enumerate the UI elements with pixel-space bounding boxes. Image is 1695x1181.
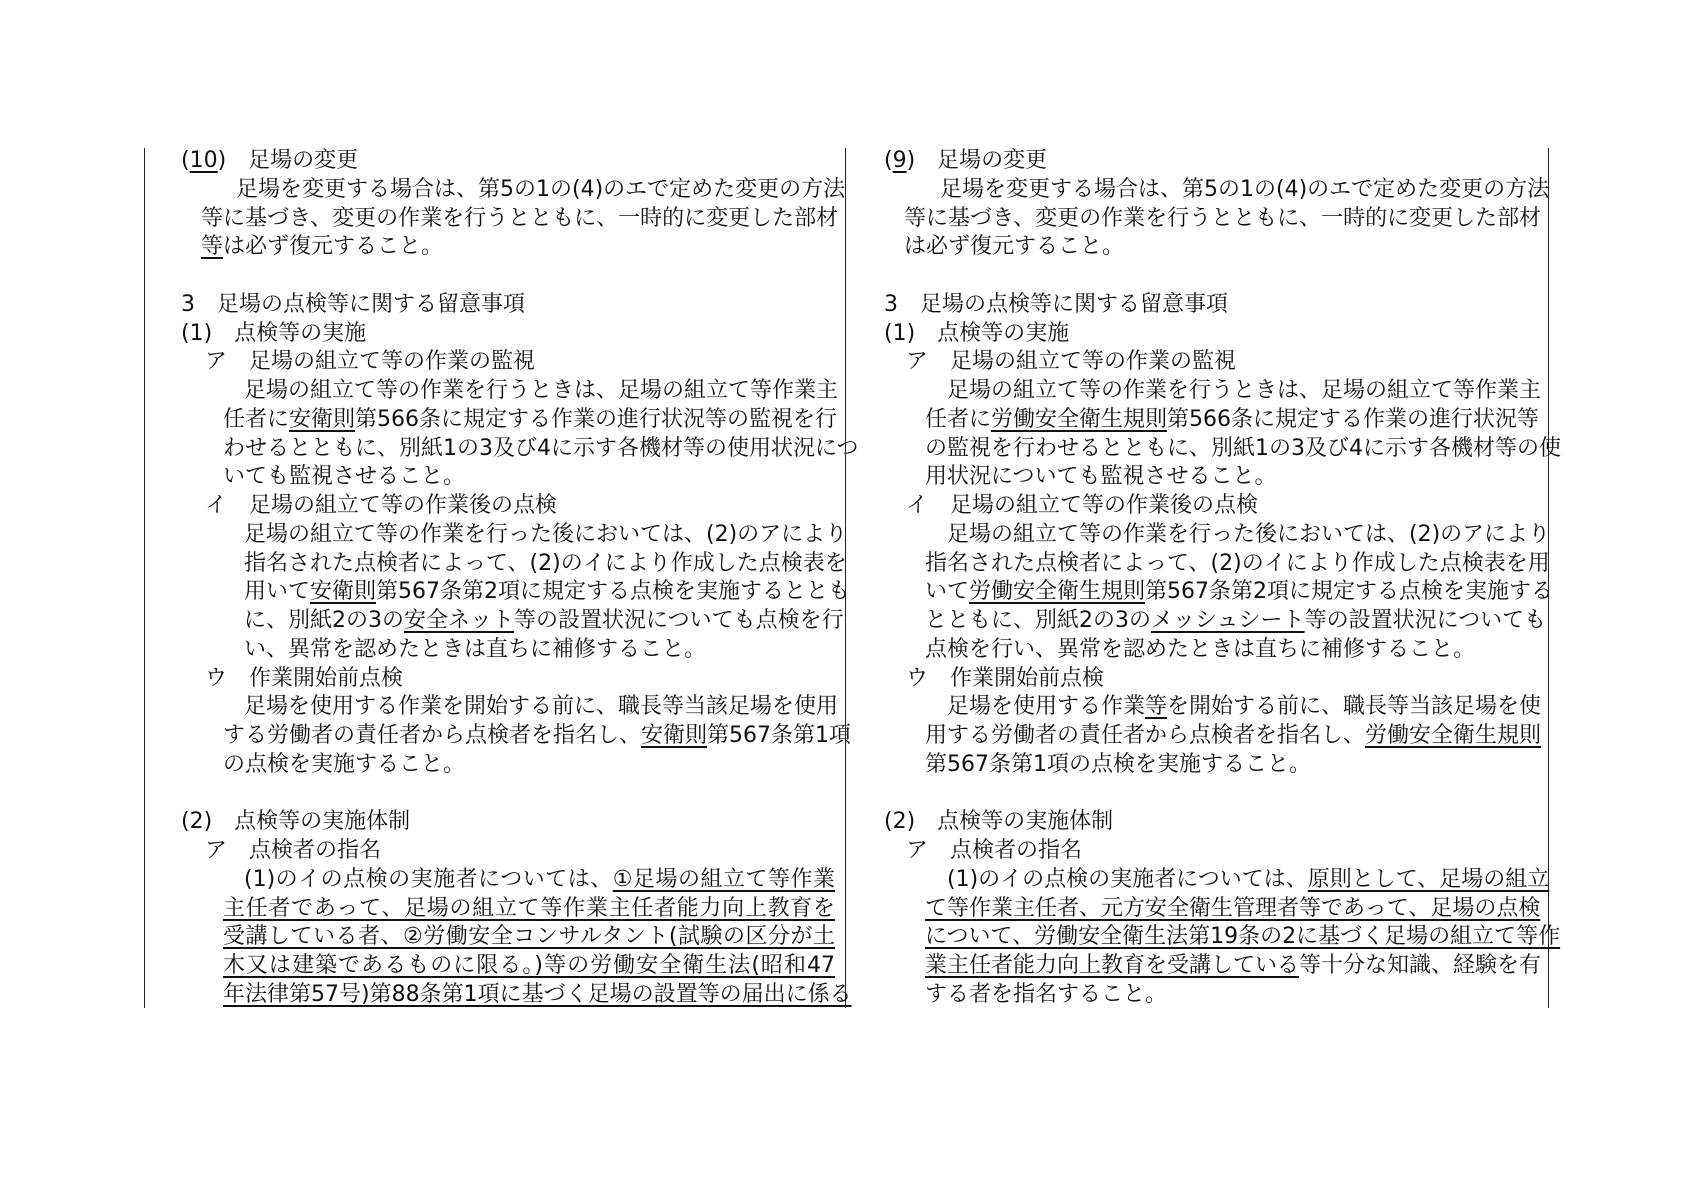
- text-segment: イ 足場の組立て等の作業後の点検: [205, 493, 558, 518]
- text-segment: ) 足場の変更: [906, 148, 1048, 173]
- text-segment: 指名された点検者によって、(2)のイにより作成した点検表を用: [925, 550, 1550, 576]
- text-segment: ア 点検者の指名: [906, 838, 1083, 863]
- text-segment: 足場の組立て等の作業を行った後においては、(2)のアにより: [244, 521, 848, 547]
- text-segment: 足場の組立て等の作業を行った後においては、(2)のアにより: [947, 521, 1551, 547]
- text-line: [906, 491, 1537, 520]
- text-segment: 足場の組立て等の作業を行うときは、足場の組立て等作業主: [947, 378, 1542, 403]
- text-line: [925, 549, 1550, 578]
- underlined-revision: 労働安全衛生規則: [969, 579, 1146, 605]
- text-segment: の監視を行わせるとともに、別紙1の3及び4に示す各機材等の使: [925, 435, 1561, 461]
- text-segment: 等に基づき、変更の作業を行うとともに、一時的に変更した部材: [904, 205, 1542, 231]
- text-line: [940, 175, 1550, 204]
- text-segment: ア 足場の組立て等の作業の監視: [906, 349, 1237, 375]
- text-segment: (: [884, 148, 893, 173]
- text-segment: に、別紙2の3の: [244, 608, 404, 633]
- underlined-revision: 10: [189, 148, 218, 173]
- text-segment: (1) 点検等の実施: [884, 320, 1070, 346]
- underlined-revision: 安衛則: [289, 406, 356, 432]
- text-line: [884, 290, 1537, 319]
- text-line: [925, 894, 1541, 923]
- text-segment: 任者に: [925, 406, 992, 432]
- text-line: [925, 922, 1561, 951]
- text-segment: 用状況についても監視させること。: [925, 464, 1277, 490]
- text-segment: 第567条第2項に規定する点検を実施する: [1145, 579, 1554, 605]
- text-segment: いても監視させること。: [223, 464, 466, 490]
- underlined-revision: について、労働安全衛生法第19条の2に基づく足場の組立て等作: [925, 924, 1561, 950]
- text-segment: ア 点検者の指名: [205, 838, 382, 863]
- text-segment: ア 足場の組立て等の作業の監視: [205, 349, 536, 375]
- text-line: [947, 376, 1542, 405]
- underlined-revision: ①足場の組立て等作業: [612, 866, 835, 892]
- underlined-revision: 9: [892, 148, 907, 173]
- text-segment: 任者に: [223, 406, 290, 432]
- text-segment: 等に基づき、変更の作業を行うとともに、一時的に変更した部材: [201, 205, 839, 231]
- text-segment: 足場を使用する作業を開始する前に、職長等当該足場を使用: [244, 694, 839, 720]
- text-segment: 足場を使用する作業: [947, 694, 1146, 720]
- text-segment: (2) 点検等の実施体制: [181, 809, 411, 835]
- text-segment: (: [181, 148, 190, 173]
- text-segment: 足場を変更する場合は、第5の1の(4)のエで定めた変更の方法: [940, 176, 1550, 202]
- text-segment: 第566条に規定する作業の進行状況等: [1167, 406, 1540, 432]
- text-segment: は必ず復元すること。: [223, 234, 444, 260]
- text-segment: 用いて: [244, 579, 311, 605]
- text-segment: いて: [925, 579, 970, 605]
- text-line: [906, 836, 1537, 865]
- underlined-revision: て等作業主任者、元方安全衛生管理者等であって、足場の点検: [925, 895, 1541, 921]
- text-line: [925, 750, 1537, 779]
- text-segment: わせるとともに、別紙1の3及び4に示す各機材等の使用状況につ: [223, 435, 859, 461]
- text-segment: 第567条第1項の点検を実施すること。: [925, 751, 1311, 777]
- text-segment: は必ず復元すること。: [904, 234, 1125, 260]
- text-segment: 等の設置状況についても: [1304, 608, 1547, 633]
- text-line: [925, 721, 1542, 750]
- text-segment: の点検を実施すること。: [223, 751, 466, 777]
- text-line: [947, 865, 1550, 894]
- text-line: [925, 577, 1554, 606]
- underlined-revision: 年法律第57号)第88条第1項に基づく足場の設置等の届出に係る: [223, 981, 852, 1007]
- underlined-revision: 主任者であって、足場の組立て等作業主任者能力向上教育を: [223, 895, 835, 921]
- text-segment: イ 足場の組立て等の作業後の点検: [906, 493, 1259, 518]
- text-line: [906, 347, 1537, 376]
- underlined-revision: 労働安全衛生規則: [991, 406, 1168, 432]
- text-line: [925, 951, 1542, 980]
- text-segment: 点検を行い、異常を認めたときは直ちに補修すること。: [925, 636, 1476, 662]
- text-segment: 第567条第1項: [707, 723, 852, 748]
- text-segment: する労働者の責任者から点検者を指名し、: [223, 723, 642, 748]
- text-line: [904, 232, 1537, 261]
- text-segment: 3 足場の点検等に関する留意事項: [181, 291, 525, 317]
- underlined-revision: 安全ネット: [404, 608, 515, 633]
- text-segment: 指名された点検者によって、(2)のイにより作成した点検表を: [244, 550, 847, 576]
- underlined-revision: 安衛則: [641, 723, 708, 748]
- text-segment: 第566条に規定する作業の進行状況等の監視を行: [355, 406, 838, 432]
- underlined-revision: 受講している者、②労働安全コンサルタント(試験の区分が土: [223, 924, 835, 950]
- text-segment: ウ 作業開始前点検: [906, 665, 1105, 691]
- text-segment: 足場の組立て等の作業を行うときは、足場の組立て等作業主: [244, 378, 839, 403]
- text-line: [947, 520, 1551, 549]
- text-line: [884, 146, 1537, 175]
- text-line: [884, 807, 1537, 836]
- text-segment: 等十分な知識、経験を有: [1299, 953, 1542, 978]
- text-segment: (2) 点検等の実施体制: [884, 809, 1114, 835]
- text-segment: (1) 点検等の実施: [181, 320, 367, 346]
- text-segment: ウ 作業開始前点検: [205, 665, 404, 691]
- text-segment: ) 足場の変更: [217, 148, 359, 173]
- text-line: [947, 692, 1542, 721]
- underlined-revision: 原則として、足場の組立: [1307, 866, 1550, 892]
- text-line: [904, 204, 1542, 233]
- text-segment: する者を指名すること。: [925, 981, 1168, 1007]
- underlined-revision: メッシュシート: [1151, 608, 1305, 633]
- underlined-revision: 等: [1145, 694, 1168, 720]
- underlined-revision: 業主任者能力向上教育を受講している: [925, 953, 1300, 978]
- text-segment: い、異常を認めたときは直ちに補修すること。: [244, 636, 707, 662]
- text-segment: 3 足場の点検等に関する留意事項: [884, 291, 1228, 317]
- text-segment: (1)のイの点検の実施者については、: [947, 866, 1308, 892]
- text-line: [884, 319, 1537, 348]
- underlined-revision: 労働安全衛生規則: [1365, 723, 1542, 748]
- underlined-revision: 木又は建築であるものに限る。)等の労働安全衛生法(昭和47: [223, 953, 835, 978]
- underlined-revision: 等: [201, 234, 224, 260]
- text-segment: 第567条第2項に規定する点検を実施するととも: [376, 579, 851, 605]
- text-line: [925, 980, 1537, 1009]
- text-segment: 等の設置状況についても点検を行: [514, 608, 844, 633]
- text-segment: を開始する前に、職長等当該足場を使: [1167, 694, 1542, 720]
- text-line: [925, 635, 1537, 664]
- text-segment: 用する労働者の責任者から点検者を指名し、: [925, 723, 1366, 748]
- text-line: [906, 664, 1537, 693]
- text-line: [925, 606, 1547, 635]
- text-line: [925, 405, 1540, 434]
- text-line: [925, 462, 1537, 491]
- text-segment: (1)のイの点検の実施者については、: [244, 866, 613, 892]
- text-segment: とともに、別紙2の3の: [925, 608, 1151, 633]
- underlined-revision: 安衛則: [310, 579, 377, 605]
- text-line: [925, 434, 1561, 463]
- text-segment: 足場を変更する場合は、第5の1の(4)のエで定めた変更の方法: [236, 176, 846, 202]
